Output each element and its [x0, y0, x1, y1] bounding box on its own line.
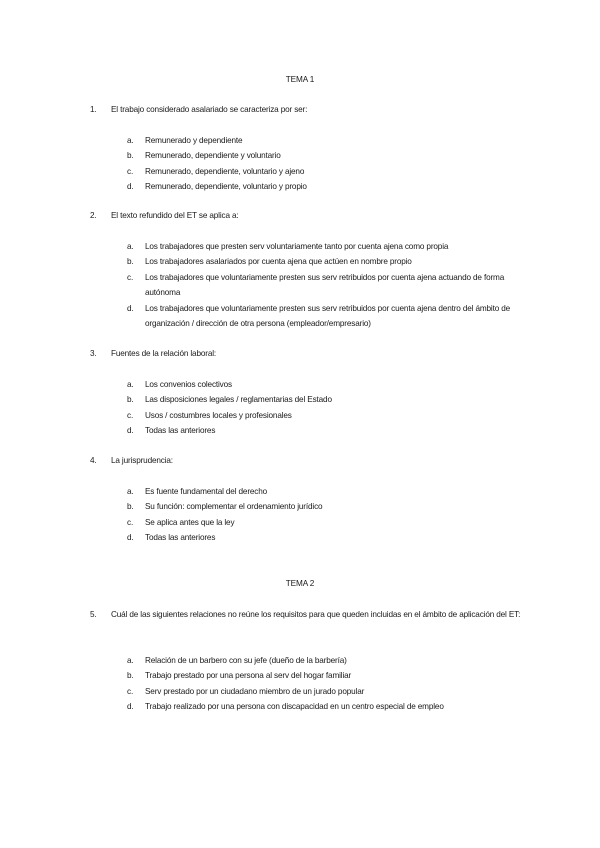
- option-c: [127, 515, 527, 530]
- option-a: [127, 133, 527, 148]
- option-letter: d.: [127, 303, 134, 313]
- option-letter: c.: [127, 686, 134, 696]
- question-number: 5.: [90, 610, 97, 619]
- option-text: Relación de un barbero con su jefe (dueño de la barbería): [145, 656, 347, 665]
- option-letter: a.: [127, 656, 134, 665]
- question-5: [90, 607, 530, 622]
- option-d: [127, 423, 527, 438]
- option-text: Es fuente fundamental del derecho: [145, 487, 268, 496]
- option-letter: b.: [127, 671, 134, 681]
- question-1: [90, 102, 530, 117]
- option-text: Se aplica antes que la ley: [145, 517, 235, 527]
- option-text: Remunerado, dependiente, voluntario y ajeno: [145, 166, 305, 176]
- question-number: 1.: [90, 105, 97, 114]
- option-letter: c.: [127, 410, 134, 420]
- option-letter: c.: [127, 166, 134, 176]
- option-letter: b.: [127, 395, 134, 405]
- option-c: [127, 408, 527, 423]
- option-letter: b.: [127, 257, 134, 267]
- option-letter: a.: [127, 487, 134, 496]
- option-letter: a.: [127, 136, 134, 145]
- option-b: [127, 148, 527, 163]
- option-text: Los trabajadores asalariados por cuenta ajena que actúen en nombre propio: [145, 257, 412, 267]
- question-5-options: [127, 653, 527, 715]
- option-text: Trabajo realizado por una persona con discapacidad en un centro especial de empleo: [145, 702, 444, 712]
- option-letter: a.: [127, 242, 134, 251]
- question-text: Fuentes de la relación laboral:: [111, 349, 217, 358]
- option-a: [127, 377, 527, 392]
- option-letter: d.: [127, 702, 134, 712]
- question-text: El texto refundido del ET se aplica a:: [111, 211, 239, 220]
- option-text: Todas las anteriores: [145, 533, 216, 543]
- option-b: [127, 668, 527, 683]
- question-1-options: [127, 133, 527, 195]
- option-text: Serv prestado por un ciudadano miembro de un jurado popular: [145, 686, 365, 696]
- option-text: Los trabajadores que voluntariamente presten sus serv retribuidos por cuenta ajena actuando de forma autónoma: [145, 272, 505, 298]
- option-text: Su función: complementar el ordenamiento jurídico: [145, 502, 323, 512]
- option-a: [127, 484, 527, 499]
- option-text: Todas las anteriores: [145, 426, 216, 436]
- option-d: [127, 301, 527, 332]
- option-letter: d.: [127, 182, 134, 192]
- option-d: [127, 530, 527, 545]
- option-text: Usos / costumbres locales y profesionales: [145, 410, 292, 420]
- question-text: El trabajo considerado asalariado se caracteriza por ser:: [111, 105, 308, 114]
- question-number: 4.: [90, 456, 97, 465]
- question-number: 3.: [90, 349, 97, 358]
- question-text: La jurisprudencia:: [111, 456, 173, 465]
- option-b: [127, 499, 527, 514]
- option-letter: c.: [127, 272, 134, 282]
- option-c: [127, 270, 527, 301]
- option-text: Remunerado y dependiente: [145, 136, 243, 145]
- question-2-options: [127, 239, 527, 331]
- tema-2-title: TEMA 2: [285, 579, 315, 588]
- option-text: Las disposiciones legales / reglamentarias del Estado: [145, 395, 332, 405]
- question-3: [90, 346, 530, 361]
- question-3-options: [127, 377, 527, 439]
- option-letter: a.: [127, 380, 134, 389]
- option-a: [127, 239, 527, 254]
- tema-1-title: TEMA 1: [285, 75, 315, 84]
- option-text: Remunerado, dependiente, voluntario y propio: [145, 182, 307, 192]
- option-c: [127, 684, 527, 699]
- question-2: [90, 208, 530, 223]
- option-d: [127, 179, 527, 194]
- question-4: [90, 453, 530, 468]
- option-b: [127, 254, 527, 269]
- option-letter: d.: [127, 533, 134, 543]
- question-number: 2.: [90, 211, 97, 220]
- option-text: Trabajo prestado por una persona al serv del hogar familiar: [145, 671, 352, 681]
- option-text: Remunerado, dependiente y voluntario: [145, 151, 281, 161]
- option-b: [127, 392, 527, 407]
- question-4-options: [127, 484, 527, 546]
- option-d: [127, 699, 527, 714]
- option-letter: b.: [127, 151, 134, 161]
- question-text: Cuál de las siguientes relaciones no reúne los requisitos para que queden incluidas en el ámbito de aplicación del ET:: [111, 610, 521, 619]
- option-letter: d.: [127, 426, 134, 436]
- option-text: Los convenios colectivos: [145, 380, 232, 389]
- option-text: Los trabajadores que voluntariamente presten sus serv retribuidos por cuenta ajena dentro del ámbito de organización / dirección de otra persona (empleador/empresario): [145, 303, 511, 329]
- option-letter: c.: [127, 517, 134, 527]
- option-text: Los trabajadores que presten serv voluntariamente tanto por cuenta ajena como propia: [145, 242, 449, 251]
- option-a: [127, 653, 527, 668]
- option-letter: b.: [127, 502, 134, 512]
- option-c: [127, 164, 527, 179]
